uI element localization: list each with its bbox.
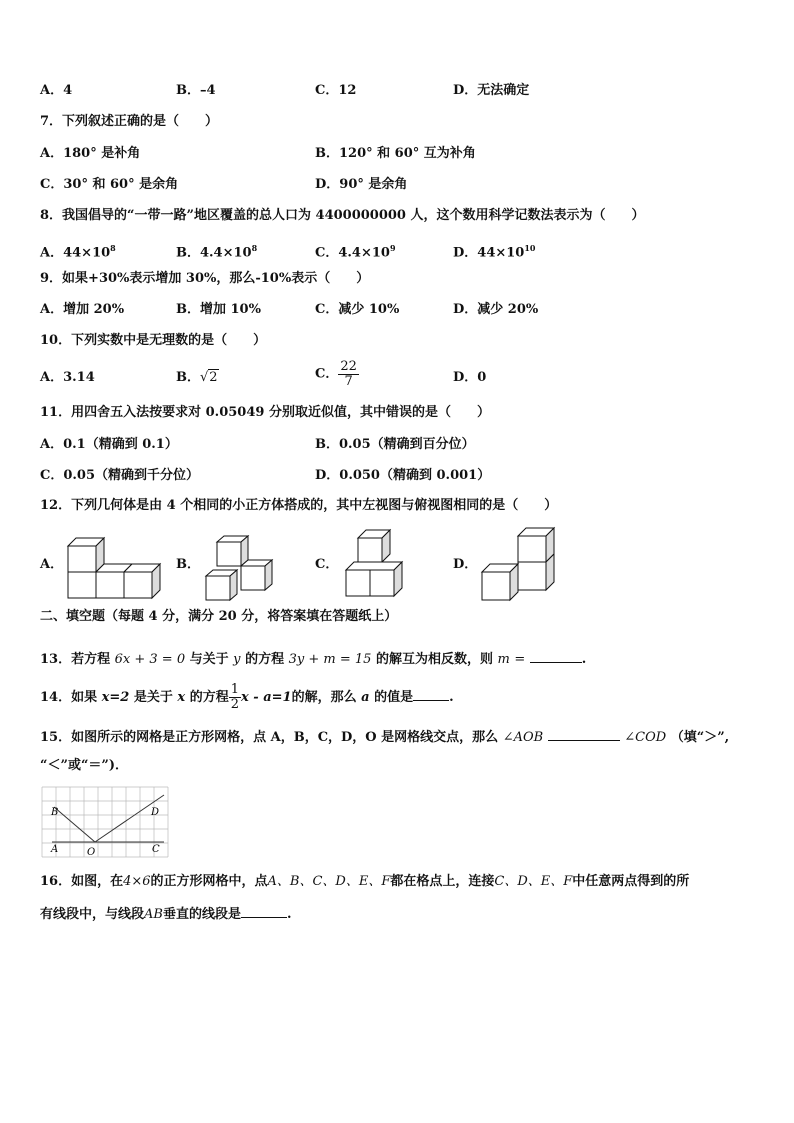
cube-figure-b	[204, 534, 280, 602]
q7-option-b: B．120° 和 60° 互为补角	[315, 146, 476, 161]
fig-label-c: C	[152, 844, 160, 855]
q12-option-a-label: A．	[40, 557, 64, 572]
q12-option-d-label: D．	[453, 557, 478, 572]
q9-option-c: C．减少 10%	[315, 302, 400, 317]
q11-option-d: D．0.050（精确到 0.001）	[315, 468, 491, 483]
q15-grid-figure	[42, 787, 170, 861]
q8-option-b: B．$4.4\times 10^8$	[176, 243, 258, 261]
q6-option-c: C．12	[315, 83, 357, 98]
q9-option-d: D．减少 20%	[453, 302, 539, 317]
q13-text: 13．若方程 6x + 3 = 0 与关于 y 的方程 3y + m = 15 的解互为相反数，则 m = .	[40, 652, 587, 667]
q8-option-a: A．$44\times 10^8$	[40, 243, 116, 261]
q16-text-line2: 有线段中，与线段AB垂直的线段是 .	[40, 907, 292, 922]
q8-stem: 8．我国倡导的“一带一路”地区覆盖的总人口为 4400000000 人，这个数用科学记数法表示为（ ）	[40, 208, 645, 223]
q12-option-b-label: B．	[176, 557, 200, 572]
cube-figure-d	[480, 526, 562, 602]
q7-stem: 7．下列叙述正确的是（ ）	[40, 114, 219, 129]
q10-option-c: C． $\frac{22}{7}$	[315, 359, 357, 389]
q11-stem: 11．用四舍五入法按要求对 0.05049 分别取近似值，其中错误的是（ ）	[40, 405, 490, 420]
q9-stem: 9．如果+30%表示增加 30%，那么-10%表示（ ）	[40, 271, 370, 286]
q16-answer-blank[interactable]	[241, 905, 287, 918]
q6-option-b: B．–4	[176, 83, 216, 98]
q6-option-a: A．4	[40, 83, 73, 98]
q12-option-c-label: C．	[315, 557, 339, 572]
q11-option-c: C．0.05（精确到千分位）	[40, 468, 200, 483]
q15-text: 15．如图所示的网格是正方形网格，点 A，B，C，D，O 是网格线交点，那么 ∠AOB ∠COD （填“＞”,	[40, 730, 730, 745]
q10-option-d: D．0	[453, 370, 487, 385]
q7-option-c: C．30° 和 60° 是余角	[40, 177, 179, 192]
cube-figure-c	[344, 528, 414, 600]
q8-option-c: C．$4.4\times 10^9$	[315, 243, 396, 261]
q14-text: 14．如果 x=2 是关于 x 的方程 $\frac{1}{2}$ x - a=1的解，那么 a 的值是 .	[40, 682, 454, 712]
q8-option-d: D．$44\times 10^{10}$	[453, 243, 536, 261]
q10-option-a: A．3.14	[40, 370, 95, 385]
q13-answer-blank[interactable]	[530, 650, 582, 663]
q10-option-b: B．√2	[176, 370, 218, 385]
q9-option-a: A．增加 20%	[40, 302, 125, 317]
q14-answer-blank[interactable]	[413, 688, 449, 701]
cube-figure-a	[66, 536, 166, 602]
q12-stem: 12．下列几何体是由 4 个相同的小正方体搭成的，其中左视图与俯视图相同的是（ ）	[40, 498, 558, 513]
q10-stem: 10．下列实数中是无理数的是（ ）	[40, 333, 267, 348]
q7-option-a: A．180° 是补角	[40, 146, 141, 161]
fig-label-a: A	[51, 844, 59, 855]
q9-option-b: B．增加 10%	[176, 302, 261, 317]
fig-label-d: D	[151, 807, 160, 818]
fig-label-b: B	[51, 807, 59, 818]
q11-option-b: B．0.05（精确到百分位）	[315, 437, 475, 452]
fig-label-o: O	[87, 847, 96, 858]
q7-option-d: D．90° 是余角	[315, 177, 408, 192]
q11-option-a: A．0.1（精确到 0.1）	[40, 437, 178, 452]
q15-answer-blank[interactable]	[548, 728, 620, 741]
q15-text-line2: “＜”或“＝”)．	[40, 758, 129, 773]
q6-option-d: D．无法确定	[453, 83, 530, 98]
section-2-title: 二、填空题（每题 4 分，满分 20 分，将答案填在答题纸上）	[40, 609, 398, 624]
q16-text: 16．如图，在4×6的正方形网格中，点A、B、C、D、E、F都在格点上，连接C、D、E、F中任意两点得到的所	[40, 874, 690, 889]
